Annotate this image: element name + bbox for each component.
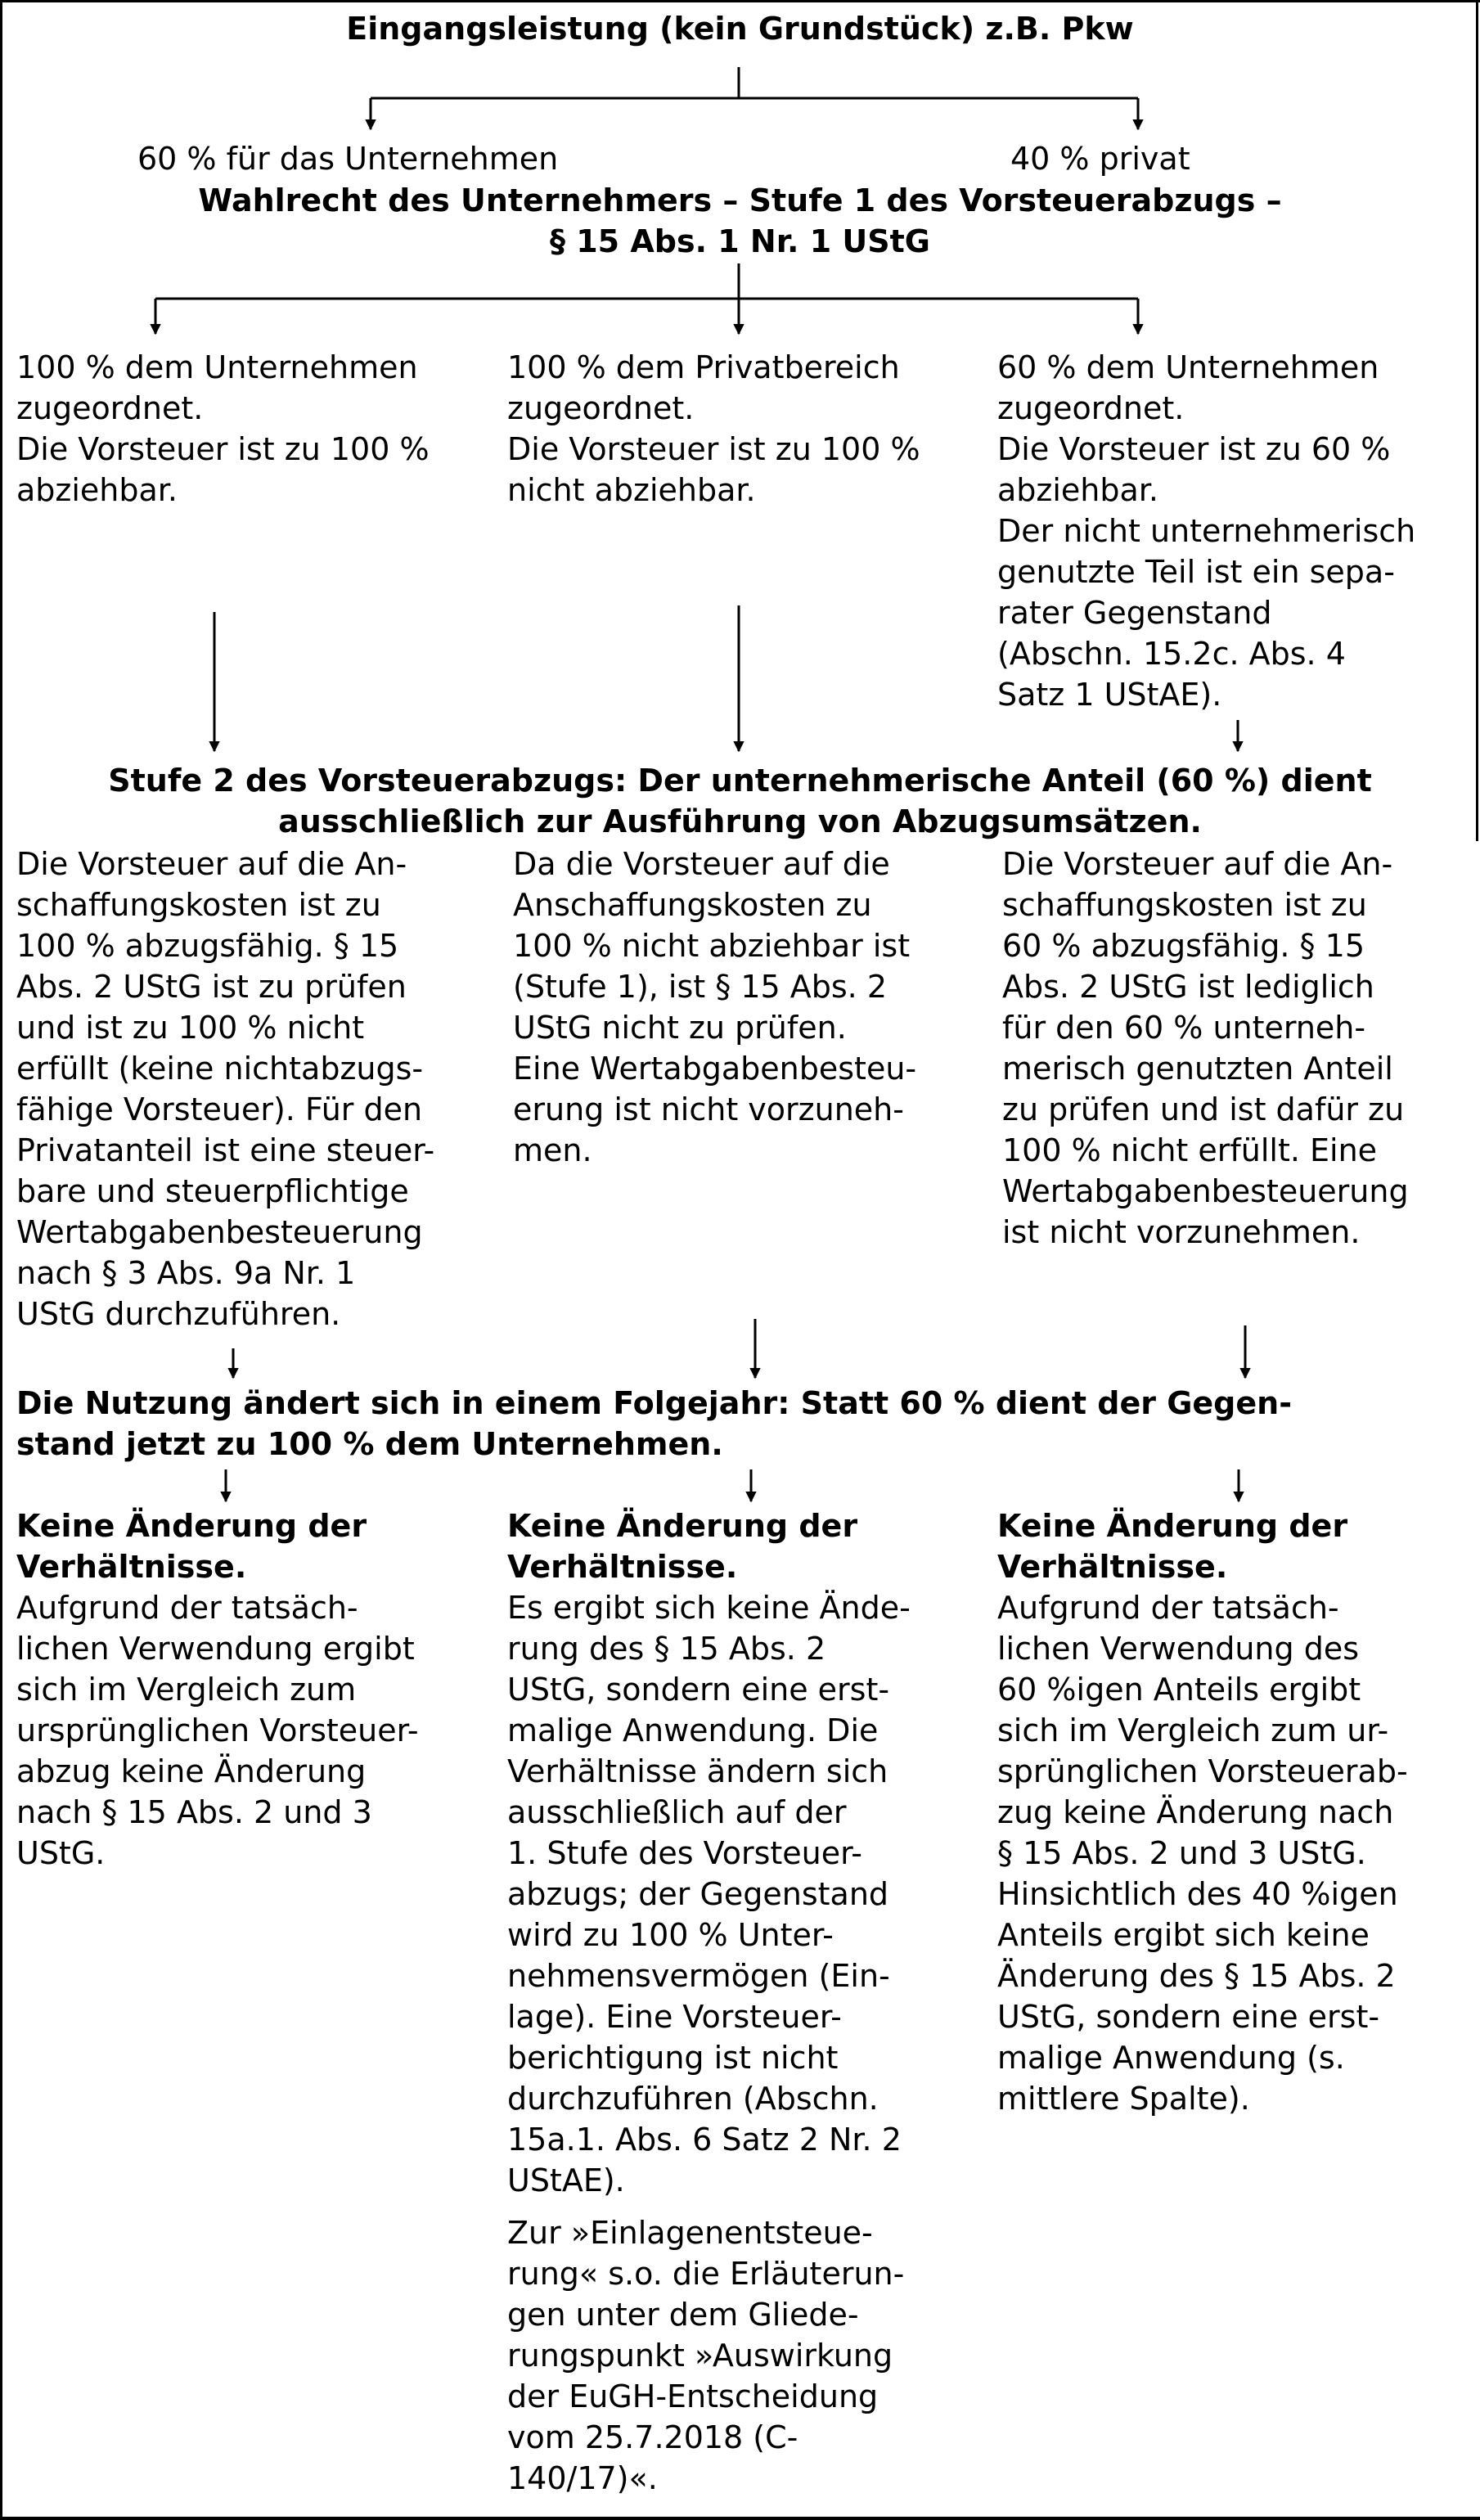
stage3-col3-box [997, 1505, 1476, 2119]
stufe2-col2-box [513, 844, 992, 1171]
text-line: schaffungskosten ist zu [1002, 887, 1367, 923]
text-line: der EuGH-Entscheidung [507, 2378, 879, 2414]
text-line: berichtigung ist nicht [507, 2040, 839, 2076]
text-line: vom 25.7.2018 (C- [507, 2419, 798, 2455]
text-line: ist nicht vorzunehmen. [1002, 1214, 1361, 1250]
text-line: Abs. 2 UStG ist lediglich [1002, 969, 1374, 1005]
stufe2-col3-box [1002, 844, 1477, 1253]
text-line: Zur »Einlagenentsteue- [507, 2215, 873, 2251]
stage3-col1-box [16, 1505, 499, 1874]
text-line: rungspunkt »Auswirkung [507, 2338, 893, 2374]
text-line: nehmensvermögen (Ein- [507, 1958, 890, 1994]
text-line: Die Vorsteuer ist zu 100 % [507, 431, 920, 467]
stage3-heading-line: Verhältnisse. [997, 1549, 1228, 1585]
text-line: sich im Vergleich zum ur- [997, 1712, 1389, 1748]
text-line: 60 % abzugsfähig. § 15 [1002, 928, 1365, 964]
text-line: malige Anwendung. Die [507, 1712, 879, 1748]
text-line: bare und steuerpflichtige [16, 1173, 409, 1209]
text-line: 100 % abzugsfähig. § 15 [16, 928, 399, 964]
text-line: zu prüfen und ist dafür zu [1002, 1091, 1405, 1127]
text-line: rung des § 15 Abs. 2 [507, 1631, 826, 1667]
stage3-col2-box [507, 1505, 990, 2499]
text-line: Änderung des § 15 Abs. 2 [997, 1958, 1396, 1994]
text-line: UStG durchzuführen. [16, 1296, 341, 1332]
text-line: Satz 1 UStAE). [997, 677, 1222, 713]
text-line: Da die Vorsteuer auf die [513, 846, 890, 882]
text-line: abzug keine Änderung [16, 1753, 367, 1789]
text-line: Die Vorsteuer auf die An- [16, 846, 407, 882]
text-line: zugeordnet. [997, 390, 1185, 426]
text-line: Hinsichtlich des 40 %igen [997, 1876, 1398, 1912]
text-line: Der nicht unternehmerisch [997, 513, 1416, 549]
text-line: 140/17)«. [507, 2460, 658, 2496]
stage3-heading-line: Verhältnisse. [16, 1549, 247, 1585]
text-line: nach § 15 Abs. 2 und 3 [16, 1794, 372, 1830]
option-100-privat-box [507, 347, 990, 511]
text-line: wird zu 100 % Unter- [507, 1917, 834, 1953]
text-line: UStG, sondern eine erst- [507, 1672, 890, 1708]
nutzung-heading-line1: Die Nutzung ändert sich in einem Folgejahr: Statt 60 % dient der Gegen- [16, 1385, 1292, 1421]
option-60-unternehmen-box [997, 347, 1476, 715]
text-line: 100 % dem Privatbereich [507, 349, 900, 385]
text-line: ursprünglichen Vorsteuer- [16, 1712, 419, 1748]
text-line: malige Anwendung (s. [997, 2040, 1345, 2076]
text-line: 60 % dem Unternehmen [997, 349, 1379, 385]
text-line: Abs. 2 UStG ist zu prüfen [16, 969, 407, 1005]
text-line: Wertabgabenbesteuerung [1002, 1173, 1409, 1209]
text-line: men. [513, 1132, 592, 1168]
stufe2-heading-line1: Stufe 2 des Vorsteuerabzugs: Der unternehmerische Anteil (60 %) dient [108, 763, 1372, 799]
text-line: 15a.1. Abs. 6 Satz 2 Nr. 2 [507, 2122, 902, 2158]
nutzung-heading-line2: stand jetzt zu 100 % dem Unternehmen. [16, 1426, 723, 1462]
text-line: abzugs; der Gegenstand [507, 1876, 889, 1912]
text-line: merisch genutzten Anteil [1002, 1051, 1393, 1087]
stage3-heading-line: Verhältnisse. [507, 1549, 738, 1585]
stage3-heading-line: Keine Änderung der [507, 1508, 858, 1544]
text-line: lichen Verwendung ergibt [16, 1631, 415, 1667]
text-line: (Abschn. 15.2c. Abs. 4 [997, 636, 1346, 672]
text-line: UStG. [16, 1835, 106, 1871]
text-line: Privatanteil ist eine steuer- [16, 1132, 435, 1168]
text-line: und ist zu 100 % nicht [16, 1010, 365, 1046]
share-privat-label: 40 % privat [1010, 141, 1190, 177]
stufe2-heading-line2: ausschließlich zur Ausführung von Abzugsumsätzen. [278, 803, 1202, 839]
wahlrecht-heading-line1: Wahlrecht des Unternehmers – Stufe 1 des Vorsteuerabzugs – [198, 182, 1282, 218]
text-line: 60 %igen Anteils ergibt [997, 1672, 1361, 1708]
text-line: mittlere Spalte). [997, 2081, 1250, 2117]
text-line: Die Vorsteuer auf die An- [1002, 846, 1393, 882]
text-line: fähige Vorsteuer). Für den [16, 1091, 423, 1127]
text-line: abziehbar. [16, 472, 178, 508]
text-line: durchzuführen (Abschn. [507, 2081, 879, 2117]
text-line: Verhältnisse ändern sich [507, 1753, 888, 1789]
diagram-title: Eingangsleistung (kein Grundstück) z.B. Pkw [346, 11, 1134, 47]
text-line: rung« s.o. die Erläuterun- [507, 2256, 905, 2292]
text-line: UStG nicht zu prüfen. [513, 1010, 847, 1046]
text-line: zug keine Änderung nach [997, 1794, 1394, 1830]
text-line: Aufgrund der tatsäch- [16, 1590, 358, 1626]
text-line: 1. Stufe des Vorsteuer- [507, 1835, 863, 1871]
text-line: nicht abziehbar. [507, 472, 756, 508]
text-line: Aufgrund der tatsäch- [997, 1590, 1339, 1626]
text-line: schaffungskosten ist zu [16, 887, 381, 923]
text-line: 100 % dem Unternehmen [16, 349, 418, 385]
text-line: erfüllt (keine nichtabzugs- [16, 1051, 424, 1087]
text-line: lichen Verwendung des [997, 1631, 1360, 1667]
text-line: UStAE). [507, 2162, 625, 2198]
text-line: Eine Wertabgabenbesteu- [513, 1051, 917, 1087]
stage3-heading-line: Keine Änderung der [997, 1508, 1348, 1544]
wahlrecht-heading-line2: § 15 Abs. 1 Nr. 1 UStG [550, 223, 930, 259]
text-line: zugeordnet. [507, 390, 695, 426]
text-line: lage). Eine Vorsteuer- [507, 1999, 842, 2035]
stage3-heading-line: Keine Änderung der [16, 1508, 367, 1544]
text-line: abziehbar. [997, 472, 1158, 508]
text-line: rater Gegenstand [997, 595, 1272, 631]
text-line: Anteils ergibt sich keine [997, 1917, 1370, 1953]
text-line: Es ergibt sich keine Ände- [507, 1590, 911, 1626]
text-line: Wertabgabenbesteuerung [16, 1214, 423, 1250]
text-line: Die Vorsteuer ist zu 100 % [16, 431, 430, 467]
share-unternehmen-label: 60 % für das Unternehmen [137, 141, 559, 177]
stufe2-col1-box [16, 844, 499, 1334]
option-100-unternehmen-box [16, 347, 499, 511]
text-line: für den 60 % unterneh- [1002, 1010, 1366, 1046]
text-line: gen unter dem Gliede- [507, 2297, 859, 2333]
text-line: genutzte Teil ist ein sepa- [997, 554, 1395, 590]
text-line: Anschaffungskosten zu [513, 887, 872, 923]
text-line: ausschließlich auf der [507, 1794, 847, 1830]
text-line: Die Vorsteuer ist zu 60 % [997, 431, 1391, 467]
text-line: zugeordnet. [16, 390, 204, 426]
text-line: (Stufe 1), ist § 15 Abs. 2 [513, 969, 888, 1005]
text-line: sich im Vergleich zum [16, 1672, 357, 1708]
text-line: § 15 Abs. 2 und 3 UStG. [997, 1835, 1366, 1871]
text-line: nach § 3 Abs. 9a Nr. 1 [16, 1255, 356, 1291]
text-line: erung ist nicht vorzuneh- [513, 1091, 904, 1127]
text-line: 100 % nicht erfüllt. Eine [1002, 1132, 1378, 1168]
text-line: sprünglichen Vorsteuerab- [997, 1753, 1408, 1789]
text-line: UStG, sondern eine erst- [997, 1999, 1380, 2035]
text-line: 100 % nicht abziehbar ist [513, 928, 911, 964]
